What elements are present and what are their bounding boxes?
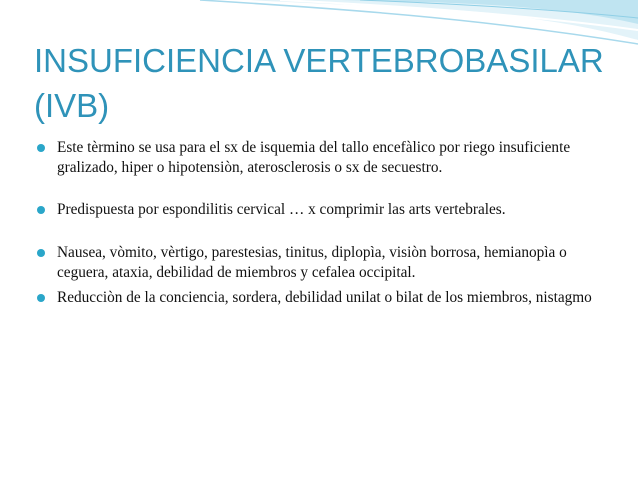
bullet-item — [36, 243, 596, 283]
bullet-dot-icon — [37, 206, 45, 214]
bullet-item — [36, 288, 596, 308]
bullet-item — [36, 200, 596, 220]
bullet-text: Reducciòn de la conciencia, sordera, debilidad unilat o bilat de los miembros, nistagmo — [57, 289, 592, 306]
bullet-text: Este tèrmino se usa para el sx de isquemia del tallo encefàlico por riego insuficiente gralizado, hiper o hipotensiòn, aterosclerosis o sx de secuestro. — [57, 139, 571, 176]
bullet-dot-icon — [37, 144, 45, 152]
bullet-dot-icon — [37, 249, 45, 257]
slide-title: INSUFICIENCIA VERTEBROBASILAR (IVB) — [34, 42, 604, 124]
bullet-list — [36, 138, 596, 308]
bullet-dot-icon — [37, 294, 45, 302]
bullet-item — [36, 138, 596, 178]
bullet-text: Predispuesta por espondilitis cervical … x comprimir las arts vertebrales. — [57, 201, 506, 218]
bullet-text: Nausea, vòmito, vèrtigo, parestesias, tinitus, diplopìa, visiòn borrosa, hemianopìa o ceguera, ataxia, debilidad de miembros y cefalea occipital. — [57, 244, 567, 281]
